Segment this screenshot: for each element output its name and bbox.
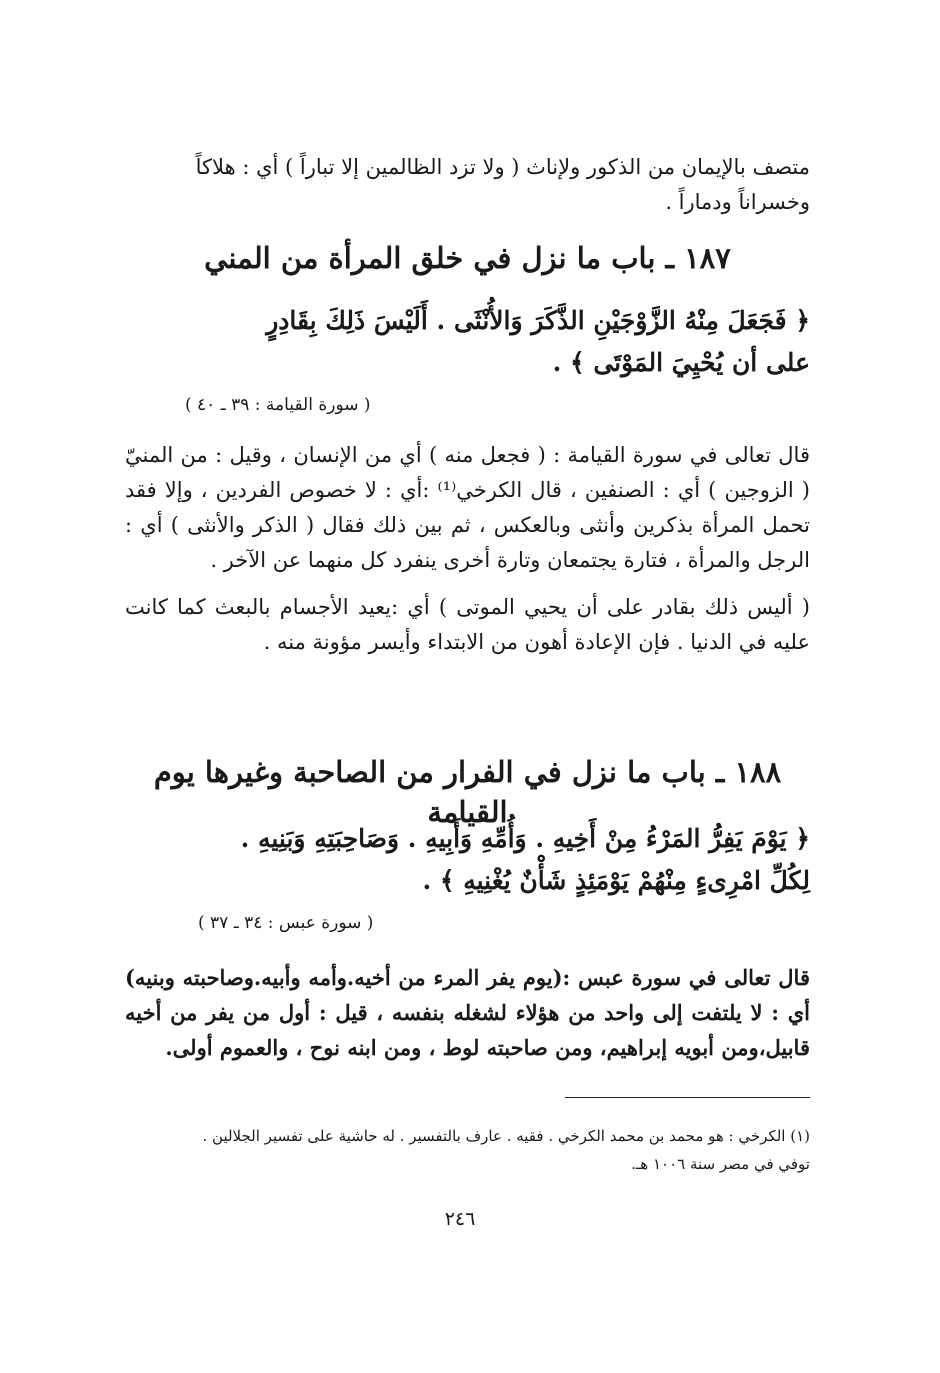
footnote-divider: [565, 1097, 810, 1098]
section-188-heading: ١٨٨ ـ باب ما نزل في الفرار من الصاحبة وغيرها يوم القيامة: [153, 755, 782, 829]
section-188-verse: [125, 818, 810, 902]
verse-line: ﴿ فَجَعَلَ مِنْهُ الزَّوْجَيْنِ الذَّكَرَ وَالأُنْثَى . أَلَيْسَ ذَلِكَ بِقَادِرٍ: [266, 306, 810, 335]
section-188-commentary: [125, 960, 810, 1065]
intro-text: [125, 150, 810, 220]
section-187-commentary: [125, 438, 810, 660]
commentary-paragraph: ( أليس ذلك بقادر على أن يحيي الموتى ) أي :يعيد الأجسام بالبعث كما كانت عليه في الدنيا . فإن الإعادة أهون من الابتداء وأيسر مؤونة منه .: [125, 595, 810, 654]
verse-line: على أن يُحْيِيَ المَوْتَى ﴾ .: [552, 348, 810, 377]
intro-line: وخسراناً ودماراً .: [665, 190, 810, 214]
page-number: ٢٤٦: [444, 1208, 476, 1230]
section-187-heading: ١٨٧ ـ باب ما نزل في خلق المرأة من المني: [204, 241, 731, 275]
commentary-paragraph: قال تعالى في سورة عبس :(يوم يفر المرء من أخيه.وأمه وأبيه.وصاحبته وبنيه) أي : لا يلتفت إلى واحد من هؤلاء لشغله بنفسه ، قيل : أول من يفر من أخيه قابيل،ومن أبويه إبراهيم، ومن صاحبته لوط ، ومن ابنه نوح ، والعموم أولى.: [125, 965, 810, 1060]
intro-line: متصف بالإيمان من الذكور ولإناث ( ولا تزد الظالمين إلا تباراً ) أي : هلاكاً: [195, 155, 810, 179]
section-187-reference: ( سورة القيامة : ٣٩ ـ ٤٠ ): [185, 395, 371, 415]
commentary-paragraph: قال تعالى في سورة القيامة : ( فجعل منه ) أي من الإنسان ، وقيل : من المنيّ ( الزوجين ) أي : الصنفين ، قال الكرخي⁽¹⁾ :أي : لا خصوص الفردين ، وإلا فقد تحمل المرأة بذكرين وأنثى وبالعكس ، ثم بين ذلك فقال ( الذكر والأنثى ) أي : الرجل والمرأة ، فتارة يجتمعان وتارة أخرى ينفرد كل منهما عن الآخر .: [125, 443, 810, 572]
section-188-reference: ( سورة عبس : ٣٤ ـ ٣٧ ): [198, 913, 374, 933]
footnote-line: توفي في مصر سنة ١٠٠٦ هـ.: [631, 1155, 810, 1173]
footnote: [125, 1122, 810, 1178]
footnote-line: (١) الكرخي : هو محمد بن محمد الكرخي . فقيه . عارف بالتفسير . له حاشية على تفسير الجلالين .: [202, 1127, 810, 1145]
section-187-verse: [125, 300, 810, 384]
verse-line: لِكُلِّ امْرِىءٍ مِنْهُمْ يَوْمَئِذٍ شَأْنٌ يُغْنِيهِ ﴾ .: [422, 866, 810, 895]
verse-line: ﴿ يَوْمَ يَفِرُّ المَرْءُ مِنْ أَخِيهِ . وَأُمِّهِ وَأَبِيهِ . وَصَاحِبَتِهِ وَبَنِيهِ .: [240, 824, 810, 853]
